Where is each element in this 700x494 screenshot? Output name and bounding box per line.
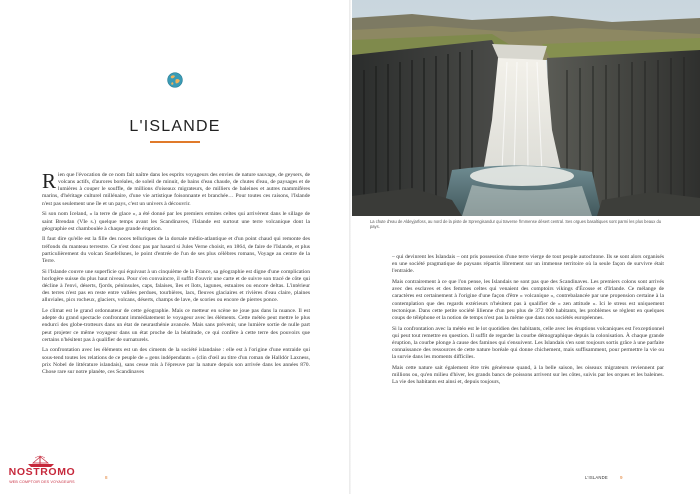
paragraph: Il faut dire qu'elle est la fille des noces telluriques de la dorsale médio-atlantique et d'un point chaud qui remonte des tréfonds du manteau terrestre. Ce n'est donc pas par hasard si Jules Verne choisit, en 1864, de faire de l'Islande, et plus particulièrement du volcan Snæfellsnes, le point d'entrée de l'un de ses plus célèbres romans, Voyage au centre de la Terre. bbox=[42, 236, 310, 264]
waterfall-illustration bbox=[352, 0, 700, 216]
paragraph: Rien que l'évocation de ce nom fait naître dans les esprits voyageurs des envies de nature sauvage, de geysers, de volcans actifs, d'aurores boréales, de soleil de minuit, de bains d'eau chaude, de chutes d'eau, de paysages et de lumières à couper le souffle, de millions d'oiseaux migrateurs, de milliers de baleines et autres mammifères marins, d'héritage culturel millénaire, d'une vie artistique foisonnante et branchée… Pour toutes ces raisons, l'Islande n'est pas seulement une île et un pays, c'est un univers à découvrir. bbox=[42, 169, 310, 207]
paragraph: Si la confrontation avec la météo est le lot quotidien des habitants, celle avec les éruptions volcaniques est l'exceptionnel qui peut tout remettre en question. Il suffit de regarder la courbe démographique depuis la colonisation. À chaque grande éruption, la courbe plonge à cause des famines qui s'ensuivent. Les Islandais s'en sont toujours sortis grâce à une parfaite connaissance des ressources de cette nature boréale qui donne chichement, mais suffisamment, pour permettre la vie ou la survie dans les moments difficiles. bbox=[392, 325, 664, 361]
paragraph: Le climat est le grand ordonnateur de cette géographie. Mais ce metteur en scène ne joue pas dans la nuance. Il est adepte du grand spectacle confrontant immédiatement le voyageur avec les éléments. Cette météo peut mettre le plus endurci des globe-trotteurs dans un état de neurasthénie avancée. Mais sans prévenir, une lumière sortie de nulle part peut projeter ce même voyageur dans un état proche de la béatitude, ce qui confère à cette terre des pouvoirs que certains n'hésitent pas à qualifier de surnaturels. bbox=[42, 308, 310, 343]
title-underline bbox=[150, 141, 200, 143]
photo-caption: La chute d'eau de Aldeyjarfoss, au nord de la piste de Sprengisandur qui traverse l'immense désert central. Ses orgues basaltiques sont parmi les plus beaux du pays. bbox=[370, 219, 662, 230]
globe-icon bbox=[167, 72, 183, 88]
paragraph: Si l'Islande couvre une superficie qui équivaut à un cinquième de la France, sa géographie est digne d'une complication horlogère suisse du plus haut niveau. Pour s'en convaincre, il suffit d'ouvrir une carte et de suivre son tracé de côte qui décline à l'envi, déserts, fjords, péninsules, caps, falaises, îles et îlots, lagunes, estuaires ou encore deltas. L'intérieur des terres n'est pas en reste entre vallées perdues, tourbières, lacs, fleuves glaciaires et rivières d'eau claire, plaines alluviales, pics rocheux, glaciers, volcans, déserts, champs de lave, de scories ou encore de pierres ponce. bbox=[42, 268, 310, 304]
right-text-column bbox=[392, 254, 664, 390]
chapter-title: L'ISLANDE bbox=[129, 118, 221, 135]
left-text-column bbox=[42, 169, 310, 380]
running-head: L'ISLANDE bbox=[585, 475, 608, 480]
paragraph: Si son nom Iceland, « la terre de glace », a été donné par les premiers ermites celtes qui arrivèrent dans le sillage de saint Brendan (VIe s.) quelque temps avant les Scandinaves, l'Islande est surtout une terre volcanique dont la géographie est chamboulée à chaque grande éruption. bbox=[42, 211, 310, 232]
paragraph: Mais contrairement à ce que l'on pense, les Islandais ne sont pas que des Scandinaves. Les premiers colons sont arrivés avec des esclaves et des femmes celtes qui venaient des comptoirs vikings d'Écosse et d'Irlande. Ce mélange de caractères est certainement à l'origine d'une façon d'être « volcanique », contrebalancée par une propension certaine à la contemplation que des regards extérieurs n'hésitent pas à qualifier de « zen attitude ». Ici le stress est uniquement tectonique. Dans cette petite société lilienne d'un peu plus de 372 000 habitants, les problèmes se règlent en quelques coups de téléphone et la notion de temps n'est pas la même que dans nos sociétés européennes. bbox=[392, 279, 664, 321]
page-gutter bbox=[349, 0, 351, 494]
page-number-left: 8 bbox=[105, 475, 108, 480]
page-number-right: 9 bbox=[620, 475, 623, 480]
dropcap: R bbox=[42, 169, 57, 193]
logo-tagline: WEB COMPTOIR DES VOYAGEURS bbox=[9, 480, 75, 484]
paragraph: La confrontation avec les éléments est un des ciments de la société islandaise : elle est à l'origine d'une entraide qui sous-tend toutes les relations de ce peuple de « gens indépendants » (clin d'œil au titre d'un roman de Halldór Laxness, prix Nobel de littérature islandais), sans cesse mis à l'épreuve par la nature depuis son arrivée dans les années 870. Chose rare sur notre planète, ces Scandinaves bbox=[42, 347, 310, 375]
logo-name: NOSTROMO bbox=[8, 466, 76, 478]
nostromo-logo[interactable] bbox=[5, 455, 79, 489]
paragraph: – qui devinrent les Islandais – ont pris possession d'une terre vierge de tout peuple autochtone. Ils se sont alors organisés en une société pragmatique de paysans répartis librement sur un immense territoire où la seule façon de survivre était l'entraide. bbox=[392, 254, 664, 275]
waterfall-photo bbox=[352, 0, 700, 216]
paragraph: Mais cette nature sait également être très généreuse quand, à la belle saison, les oiseaux migrateurs reviennent par millions ou, qu'en milieu d'hiver, les grands bancs de poissons arrivent sur les côtes, suivis par les orques et les baleines. La vie des habitants est ainsi et, depuis toujours, bbox=[392, 364, 664, 386]
